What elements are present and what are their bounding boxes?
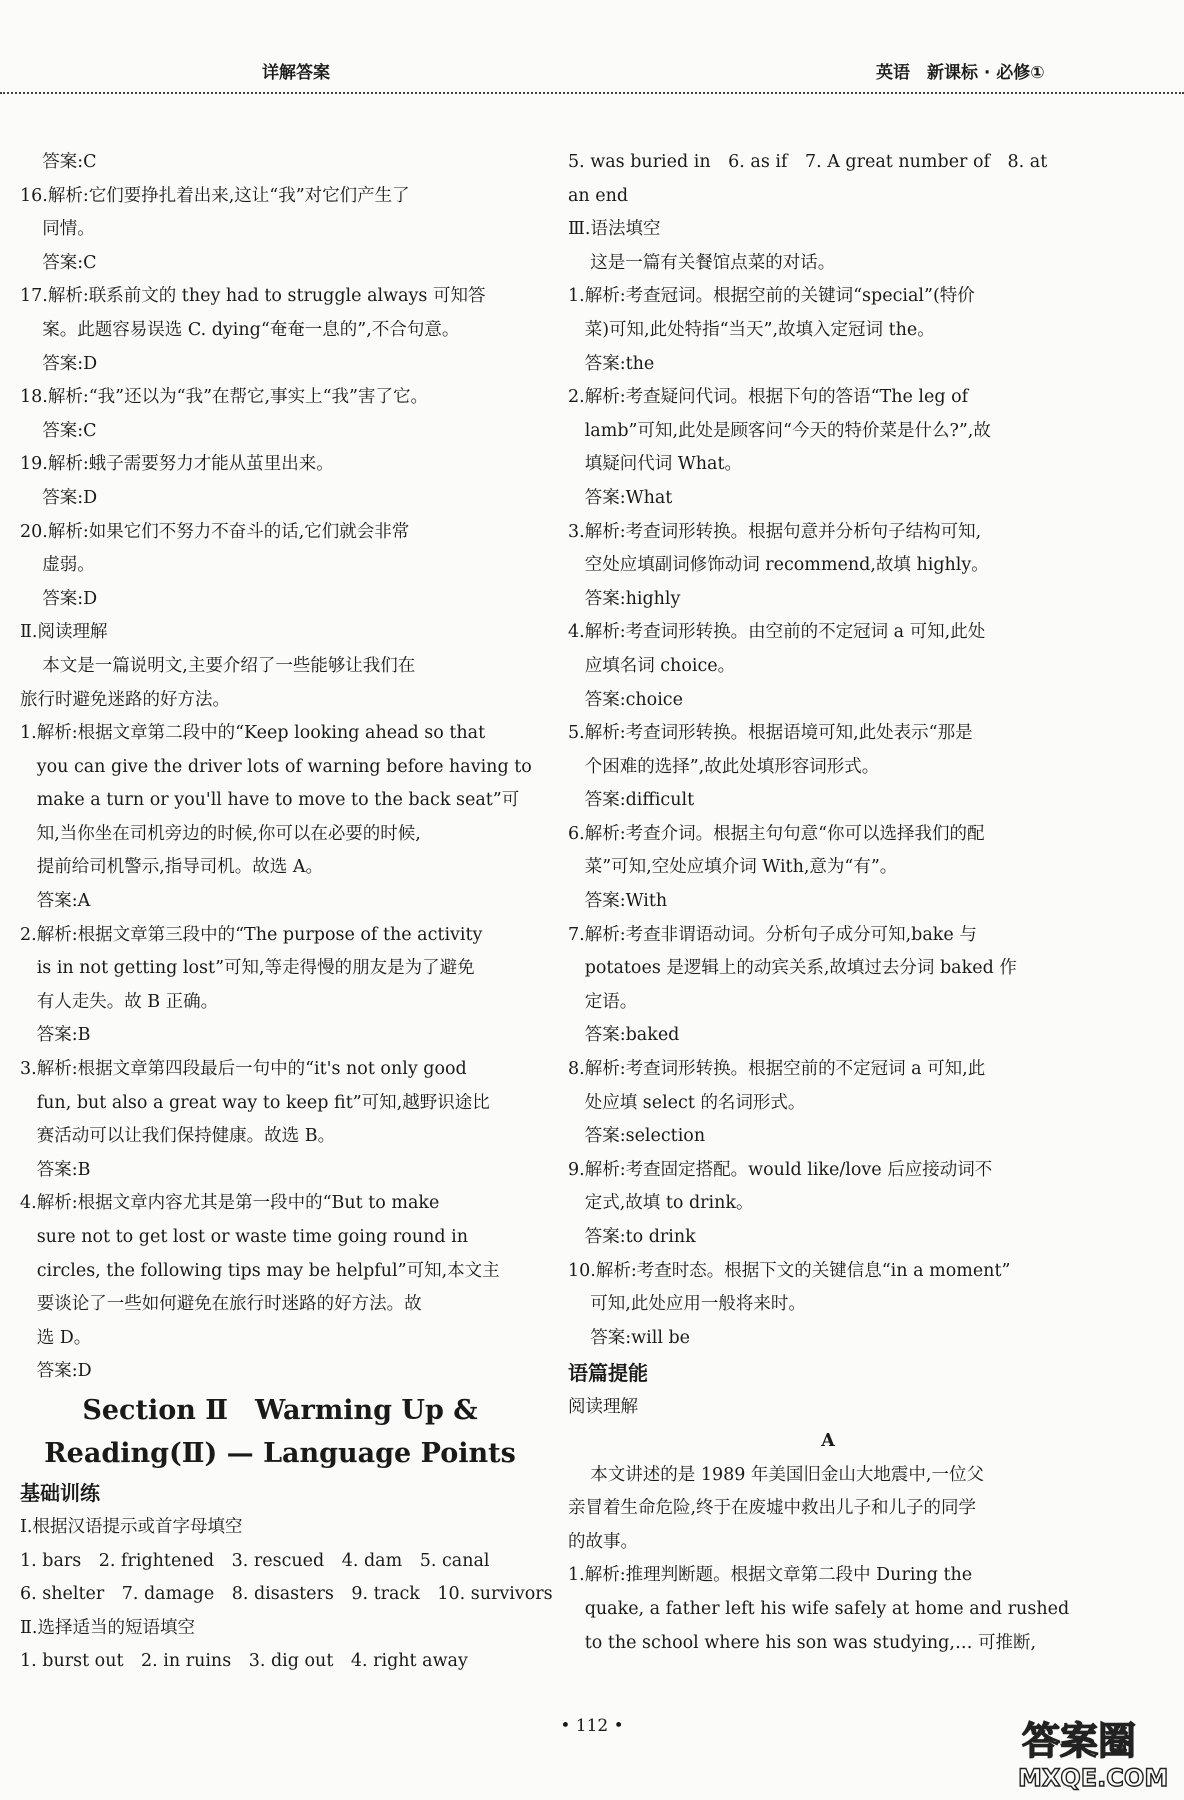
text-line: 个困难的选择”,故此处填形容词形式。	[568, 756, 880, 777]
text-line: 3.解析:根据文章第四段最后一句中的“it's not only good	[20, 1059, 467, 1080]
text-line: 案。此题容易误选 C. dying“奄奄一息的”,不合句意。	[20, 319, 460, 340]
text-line: 18.解析:“我”还以为“我”在帮它,事实上“我”害了它。	[20, 387, 428, 408]
text-line: 答案:D	[20, 1361, 92, 1382]
text-line: 16.解析:它们要挣扎着出来,这让“我”对它们产生了	[20, 185, 410, 206]
text-line: 答案:D	[20, 487, 98, 508]
text-line: 答案:C	[20, 252, 97, 273]
text-line: 有人走失。故 B 正确。	[20, 991, 219, 1012]
text-line: make a turn or you'll have to move to the back seat”可	[20, 790, 520, 811]
text-line: 答案:the	[568, 353, 655, 374]
text-line: 答案:will be	[568, 1327, 691, 1348]
text-line: 答案:B	[20, 1159, 91, 1180]
text-line: 3.解析:考查词形转换。根据句意并分析句子结构可知,	[568, 521, 982, 542]
text-line: 答案:C	[20, 152, 97, 172]
text-line: 阅读理解	[568, 1397, 638, 1418]
text-line: 处应填 select 的名词形式。	[568, 1092, 806, 1113]
page-number: • 112 •	[560, 1716, 624, 1736]
left-column	[20, 146, 553, 1679]
text-line: 答案:C	[20, 420, 97, 441]
right-column	[568, 146, 1088, 1660]
text-line: 这是一篇有关餐馆点菜的对话。	[568, 252, 836, 273]
text-line: 1. bars 2. frightened 3. rescued 4. dam 5. canal	[20, 1550, 490, 1571]
text-line: 同情。	[20, 219, 95, 240]
text-line: 虚弱。	[20, 555, 95, 576]
text-line: you can give the driver lots of warning before having to	[20, 756, 532, 777]
text-line: an end	[568, 185, 629, 206]
text-line: 答案:difficult	[568, 790, 695, 811]
text-line: 定式,故填 to drink。	[568, 1193, 754, 1214]
text-line: 旅行时避免迷路的好方法。	[20, 689, 230, 710]
text-line: quake, a father left his wife safely at home and rushed	[568, 1598, 1070, 1619]
text-line: 可知,此处应用一般将来时。	[568, 1294, 806, 1315]
text-line: 1.解析:根据文章第二段中的“Keep looking ahead so that	[20, 723, 486, 744]
text-line: 6.解析:考查介词。根据主句句意“你可以选择我们的配	[568, 823, 985, 844]
text-line: Ⅱ.选择适当的短语填空	[20, 1617, 195, 1638]
text-line: to the school where his son was studying,… 可推断,	[568, 1632, 1037, 1653]
watermark-logo	[1010, 1712, 1180, 1792]
text-line: 答案:D	[20, 588, 98, 609]
text-line: 赛活动可以让我们保持健康。故选 B。	[20, 1126, 336, 1147]
section-title: Section Ⅱ Warming Up &	[82, 1394, 478, 1426]
text-line: 8.解析:考查词形转换。根据空前的不定冠词 a 可知,此	[568, 1059, 986, 1080]
section-title: Reading(Ⅱ) — Language Points	[44, 1437, 516, 1469]
text-line: 菜”可知,空处应填介词 With,意为“有”。	[568, 857, 898, 878]
text-line: 1.解析:推理判断题。根据文章第二段中 During the	[568, 1565, 973, 1586]
text-line: 6. shelter 7. damage 8. disasters 9. track 10. survivors	[20, 1584, 553, 1605]
svg-text:MXQE.COM: MXQE.COM	[1018, 1764, 1169, 1792]
text-line: 1.解析:考查冠词。根据空前的关键词“special”(特价	[568, 286, 975, 307]
text-line: 的故事。	[568, 1531, 638, 1552]
text-line: fun, but also a great way to keep fit”可知,越野识途比	[20, 1092, 490, 1113]
text-line: 要谈论了一些如何避免在旅行时迷路的好方法。故	[20, 1294, 422, 1315]
text-line: 5.解析:考查词形转换。根据语境可知,此处表示“那是	[568, 723, 973, 744]
text-line: 7.解析:考查非谓语动词。分析句子成分可知,bake 与	[568, 924, 977, 945]
text-line: Ⅲ.语法填空	[568, 219, 661, 240]
text-line: 4.解析:根据文章内容尤其是第一段中的“But to make	[20, 1193, 440, 1214]
text-line: 亲冒着生命危险,终于在废墟中救出儿子和儿子的同学	[568, 1498, 977, 1519]
text-line: 本文是一篇说明文,主要介绍了一些能够让我们在	[20, 655, 416, 676]
text-line: 提前给司机警示,指导司机。故选 A。	[20, 857, 323, 878]
text-line: 空处应填副词修饰动词 recommend,故填 highly。	[568, 555, 989, 576]
text-line: sure not to get lost or waste time going round in	[20, 1227, 469, 1247]
header-left: 详解答案	[262, 63, 330, 83]
text-line: 答案:B	[20, 1025, 91, 1046]
text-line: A	[821, 1430, 835, 1451]
text-line: 答案:With	[568, 891, 668, 912]
text-line: 菜)可知,此处特指“当天”,故填入定冠词 the。	[568, 319, 935, 340]
text-line: potatoes 是逻辑上的动宾关系,故填过去分词 baked 作	[568, 958, 1017, 979]
svg-text:答案圈: 答案圈	[1022, 1719, 1137, 1763]
text-line: 答案:choice	[568, 689, 683, 710]
text-line: 答案:highly	[568, 588, 681, 609]
text-line: lamb”可知,此处是顾客问“今天的特价菜是什么?”,故	[568, 420, 991, 441]
text-line: 19.解析:蛾子需要努力才能从茧里出来。	[20, 454, 334, 475]
text-line: 答案:D	[20, 353, 98, 374]
text-line: 定语。	[568, 991, 638, 1012]
text-line: 答案:baked	[568, 1025, 680, 1046]
text-line: is in not getting lost”可知,等走得慢的朋友是为了避免	[20, 958, 475, 979]
text-line: 9.解析:考查固定搭配。would like/love 后应接动词不	[568, 1159, 993, 1180]
section-heading: 基础训练	[20, 1480, 100, 1505]
text-line: 4.解析:考查词形转换。由空前的不定冠词 a 可知,此处	[568, 622, 986, 643]
text-line: 本文讲述的是 1989 年美国旧金山大地震中,一位父	[568, 1464, 984, 1485]
text-line: 5. was buried in 6. as if 7. A great number of 8. at	[568, 152, 1048, 172]
text-line: 1. burst out 2. in ruins 3. dig out 4. right away	[20, 1651, 468, 1672]
text-line: 10.解析:考查时态。根据下文的关键信息“in a moment”	[568, 1260, 1011, 1281]
text-line: 答案:A	[20, 891, 91, 912]
header-divider	[0, 92, 1184, 94]
text-line: 选 D。	[20, 1327, 92, 1348]
text-line: Ⅱ.阅读理解	[20, 622, 108, 643]
text-line: 17.解析:联系前文的 they had to struggle always 可知答	[20, 286, 486, 307]
text-line: 2.解析:考查疑问代词。根据下句的答语“The leg of	[568, 387, 969, 408]
text-line: 填疑问代词 What。	[568, 454, 742, 475]
text-line: 答案:to drink	[568, 1227, 696, 1247]
text-line: circles, the following tips may be helpful”可知,本文主	[20, 1260, 500, 1281]
text-line: 知,当你坐在司机旁边的时候,你可以在必要的时候,	[20, 823, 421, 844]
text-line: Ⅰ.根据汉语提示或首字母填空	[20, 1516, 243, 1537]
text-line: 答案:What	[568, 487, 673, 508]
header-right: 英语 新课标 · 必修①	[876, 63, 1045, 83]
text-line: 应填名词 choice。	[568, 655, 736, 676]
text-line: 2.解析:根据文章第三段中的“The purpose of the activity	[20, 924, 483, 945]
text-line: 20.解析:如果它们不努力不奋斗的话,它们就会非常	[20, 521, 410, 542]
text-line: 答案:selection	[568, 1126, 706, 1147]
section-heading: 语篇提能	[568, 1361, 648, 1386]
